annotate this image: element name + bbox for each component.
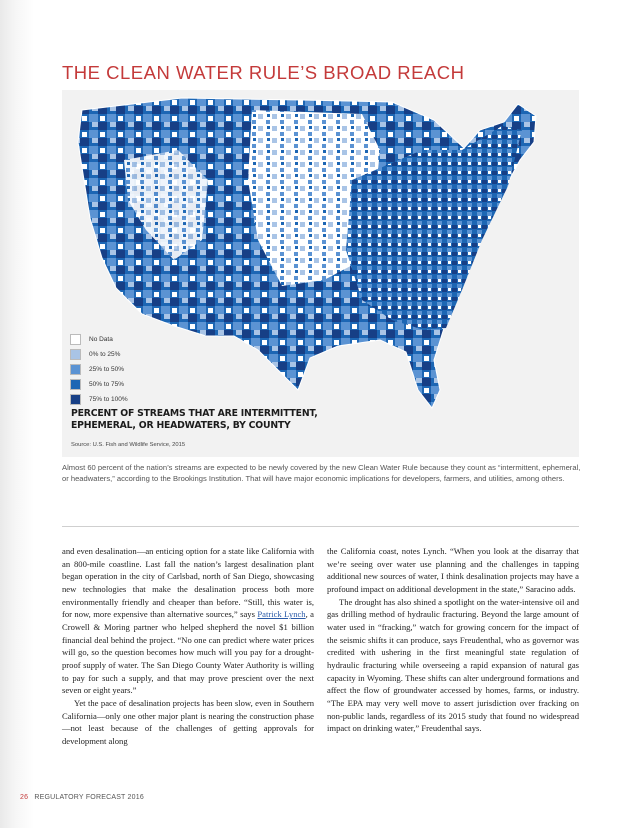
paragraph-text: and even desalination—an enticing option for a state like California with an 800-mile coastline. Last fall the nation’s largest desalination plant began operation in the city of Carlsbad, north of San Diego, showcasing new technologies that make the desalination process both more environmentally friendly and cheaper than before. “Still, this water is, for now, more expensive than alternative sources,” says (62, 546, 314, 620)
paragraph-text: , a Crowell & Moring partner who helped shepherd the novel $1 billion financial deal behind the project. “No one can predict where water prices will go, so the question becomes how much will you pay for a drought-proof supply of water. The San Diego County Water Authority is willing to pay for such a supply, and that may prove prescient over the next seven or eight years.” (62, 609, 314, 696)
paragraph: The drought has also shined a spotlight on the water-intensive oil and gas drilling method of hydraulic fracturing. Beyond the large amount of water used in “fracking,” watch for growing concern for the impact of the seismic shifts it can produce, says Freudenthal, who as governor was credited with ushering in the first meaningful state regulation of hydraulic fracturing while overseeing a rapid expansion of natural gas capacity in Wyoming. These shifts can alter underground formations and affect the flow of groundwater accessed by homes, farms, or industry. “The EPA may very well move to assert jurisdiction over fracking on non-public lands, regardless of its 2015 study that found no widespread impact on drinking water,” Freudenthal says. (327, 596, 579, 734)
legend-item (70, 332, 128, 347)
us-county-map-figure (62, 90, 579, 457)
legend-label: 25% to 50% (89, 366, 125, 373)
legend-item (70, 347, 128, 362)
map-heading-line: EPHEMERAL, OR HEADWATERS, BY COUNTY (71, 420, 291, 431)
body-column-right (327, 545, 579, 735)
patrick-lynch-link[interactable]: Patrick Lynch (257, 609, 306, 620)
page-title: THE CLEAN WATER RULE’S BROAD REACH (62, 62, 465, 83)
legend-swatch (70, 379, 81, 390)
legend-label: 50% to 75% (89, 381, 125, 388)
paragraph: the California coast, notes Lynch. “When you look at the disarray that we’re seeing over water use planning and the challenges in tapping additional new sources of water, I think desalination projects may have a profound impact on additional development in the state,” Saracino adds. (327, 546, 579, 594)
us-county-map (62, 90, 579, 457)
map-legend (70, 332, 128, 407)
page-spine-shadow (0, 0, 34, 828)
paragraph: Yet the pace of desalination projects has been slow, even in Southern California—only one other major plant is nearing the construction phase—not least because of the challenges of getting approvals for development along (62, 697, 314, 746)
legend-label: 0% to 25% (89, 351, 121, 358)
legend-swatch (70, 349, 81, 360)
legend-swatch (70, 334, 81, 345)
map-heading (71, 408, 321, 432)
body-column-left (62, 545, 314, 748)
legend-item (70, 362, 128, 377)
legend-item (70, 377, 128, 392)
publication-name: REGULATORY FORECAST 2016 (34, 794, 144, 801)
legend-swatch (70, 364, 81, 375)
figure-caption: Almost 60 percent of the nation’s streams are expected to be newly covered by the new Clean Water Rule because they count as “intermittent, ephemeral, or headwaters,” according to the Brookings Institution. That will have major economic implications for developers, farmers, and utilities, among others. (62, 463, 581, 483)
legend-label: No Data (89, 336, 113, 343)
divider (62, 526, 579, 527)
paragraph (62, 545, 314, 697)
legend-swatch (70, 394, 81, 405)
page-number: 26 (20, 794, 29, 801)
legend-item (70, 392, 128, 407)
page-footer (20, 794, 144, 801)
map-source: Source: U.S. Fish and Wildlife Service, 2015 (71, 442, 186, 448)
legend-label: 75% to 100% (89, 396, 128, 403)
map-heading-line: PERCENT OF STREAMS THAT ARE INTERMITTENT, (71, 408, 318, 419)
